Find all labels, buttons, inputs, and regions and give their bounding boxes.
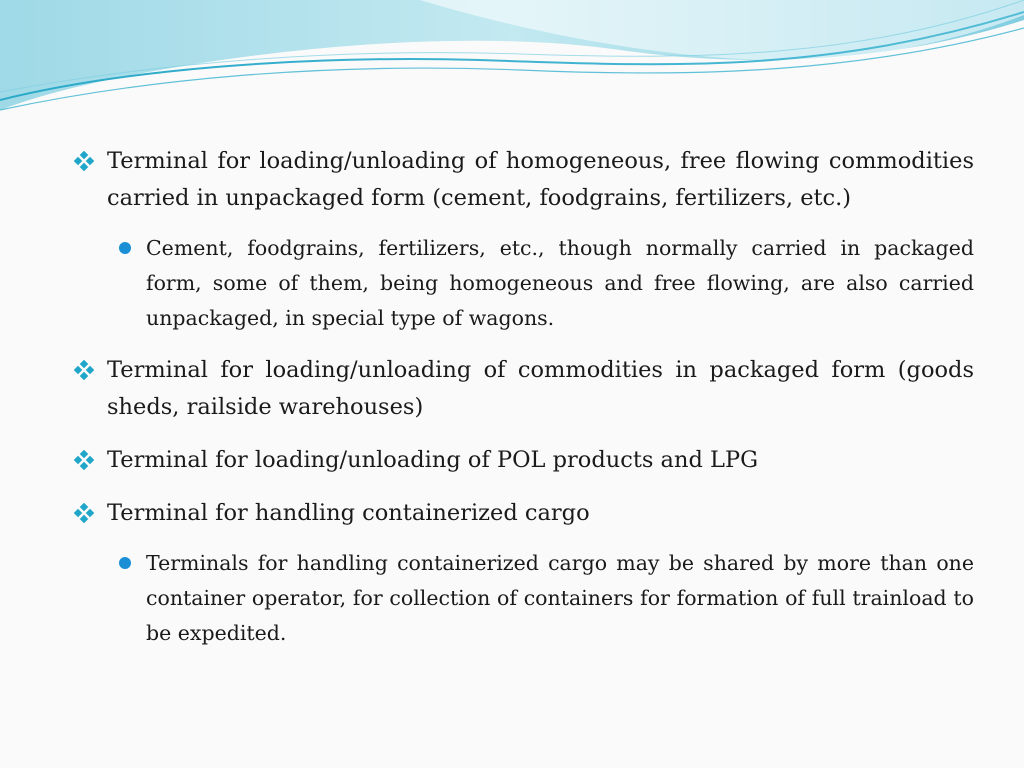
sub-bullet-text: Terminals for handling containerized cargo may be shared by more than one container operator, for collection of containers for formation of full trainload to be expedited. [146, 551, 974, 645]
diamond-quad-icon [74, 450, 94, 470]
bullet-item [74, 143, 974, 217]
bullet-text: Terminal for loading/unloading of POL products and LPG [107, 447, 759, 473]
bullet-text: Terminal for loading/unloading of commodities in packaged form (goods sheds, railside warehouses) [107, 357, 974, 420]
bullet-text: Terminal for loading/unloading of homogeneous, free flowing commodities carried in unpackaged form (cement, foodgrains, fertilizers, etc.) [107, 148, 974, 211]
sub-bullet-item [74, 546, 974, 651]
diamond-quad-icon [74, 503, 94, 523]
bullet-item [74, 352, 974, 426]
diamond-quad-icon [74, 151, 94, 171]
sub-bullet-item [74, 231, 974, 336]
header-wave-decoration [0, 0, 1024, 130]
bullet-text: Terminal for handling containerized cargo [107, 500, 590, 526]
dot-icon [118, 241, 132, 255]
bullet-item [74, 495, 974, 532]
bullet-item [74, 442, 974, 479]
diamond-quad-icon [74, 360, 94, 380]
slide-content [74, 143, 974, 667]
dot-icon [118, 556, 132, 570]
sub-bullet-text: Cement, foodgrains, fertilizers, etc., though normally carried in packaged form, some of them, being homogeneous and free flowing, are also carried unpackaged, in special type of wagons. [146, 236, 974, 330]
